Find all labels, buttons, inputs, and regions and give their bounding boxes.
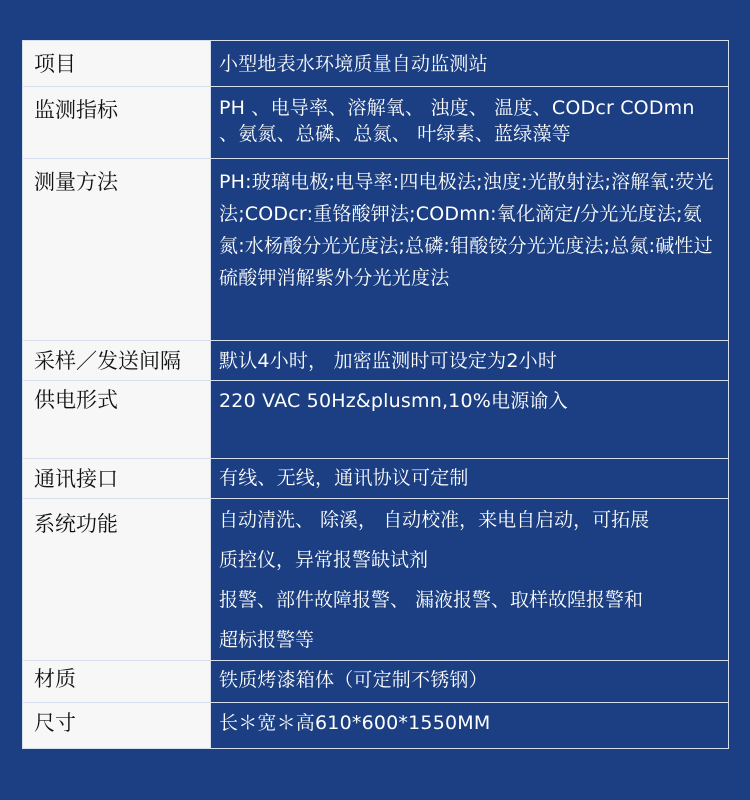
table-row-size bbox=[23, 703, 729, 749]
table-row-functions bbox=[23, 499, 729, 661]
table-row-material bbox=[23, 661, 729, 703]
row-label: 通讯接口 bbox=[34, 467, 118, 491]
table-row-interval bbox=[23, 341, 729, 381]
row-label-cell bbox=[23, 459, 211, 499]
row-label-cell bbox=[23, 341, 211, 381]
row-value: 铁质烤漆箱体（可定制不锈钢） bbox=[219, 669, 488, 691]
row-label: 系统功能 bbox=[34, 512, 118, 536]
row-value-cell bbox=[211, 499, 729, 661]
functions-line: 报警、部件故障报警、 漏液报警、取样故隍报警和 bbox=[219, 589, 644, 611]
table-row-project bbox=[23, 41, 729, 87]
row-label-cell bbox=[23, 159, 211, 341]
row-value-cell bbox=[211, 381, 729, 459]
row-value: PH 、电导率、溶解氧、 浊度、 温度、CODcr CODmn 、氨氮、总磷、总氮、 叶绿素、蓝绿藻等 bbox=[219, 97, 695, 145]
table-row-power bbox=[23, 381, 729, 459]
functions-line: 超标报警等 bbox=[219, 629, 315, 651]
table-row-indicators bbox=[23, 87, 729, 159]
row-label: 供电形式 bbox=[34, 388, 118, 412]
table-row-methods bbox=[23, 159, 729, 341]
row-value-cell bbox=[211, 703, 729, 749]
row-label-cell bbox=[23, 41, 211, 87]
row-label-cell bbox=[23, 381, 211, 459]
row-label-cell bbox=[23, 661, 211, 703]
row-value: 小型地表水环境质量自动监测站 bbox=[219, 53, 488, 75]
row-value: 220 VAC 50Hz&plusmn,10%电源谕入 bbox=[219, 390, 568, 412]
row-value-cell bbox=[211, 341, 729, 381]
row-label: 测量方法 bbox=[34, 170, 118, 194]
row-label: 监测指标 bbox=[34, 98, 118, 122]
functions-lines bbox=[211, 499, 728, 660]
row-value-cell bbox=[211, 661, 729, 703]
row-value: 有线、无线，通讯协议可定制 bbox=[219, 467, 469, 489]
row-value: 长＊宽＊高610*600*1550MM bbox=[219, 712, 491, 734]
row-label-cell bbox=[23, 499, 211, 661]
row-value: PH:玻璃电极;电导率:四电极法;浊度:光散射法;溶解氧:荧光法;CODcr:重铬酸钾法;CODmn:氧化滴定/分光光度法;氨氮:水杨酸分光光度法;总磷:钼酸铵分光光度法;总氮:碱性过硫酸钾消解紫外分光光度法 bbox=[219, 171, 714, 289]
row-value-cell bbox=[211, 159, 729, 341]
table-row-communication bbox=[23, 459, 729, 499]
row-label: 采样／发送间隔 bbox=[34, 349, 181, 373]
row-value: 默认4小时， 加密监测时可设定为2小时 bbox=[219, 350, 558, 372]
row-label: 尺寸 bbox=[34, 711, 76, 735]
row-label-cell bbox=[23, 87, 211, 159]
row-value-cell bbox=[211, 87, 729, 159]
row-label: 材质 bbox=[34, 667, 76, 691]
row-value-cell bbox=[211, 41, 729, 87]
row-label: 项目 bbox=[34, 52, 76, 76]
row-value-cell bbox=[211, 459, 729, 499]
functions-line: 自动清洗、 除溪， 自动校准，来电自启动，可拓展 bbox=[219, 509, 650, 531]
functions-line: 质控仪，异常报警缺试剂 bbox=[219, 549, 429, 571]
spec-table bbox=[22, 40, 729, 749]
row-label-cell bbox=[23, 703, 211, 749]
